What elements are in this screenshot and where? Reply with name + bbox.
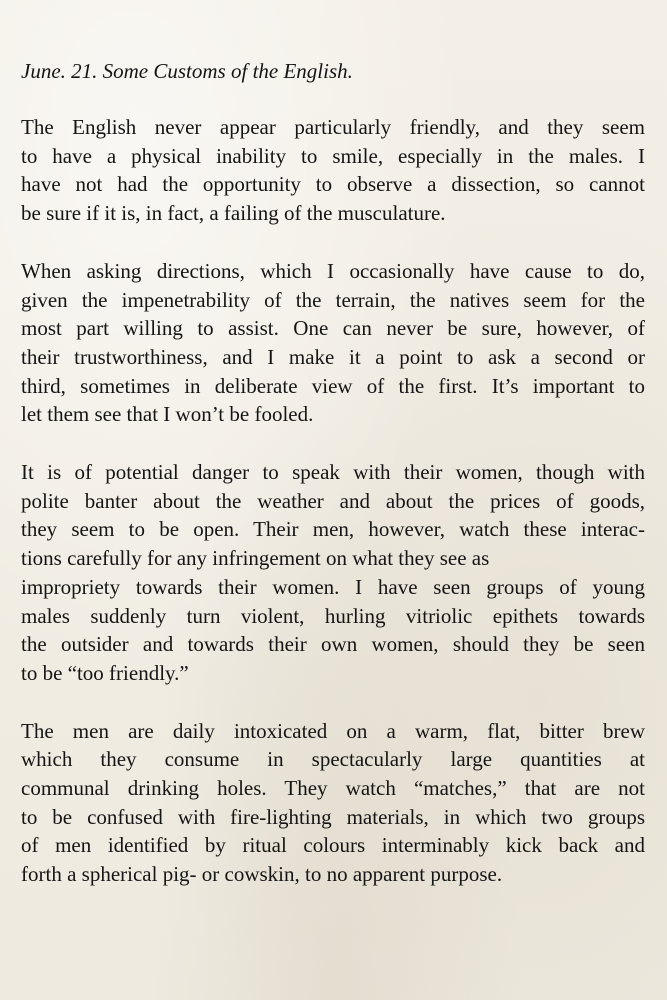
text-line: of men identified by ritual colours interminably kick back and [21,833,645,858]
journal-page [21,57,645,918]
text-line: males suddenly turn violent, hurling vitriolic epithets towards [21,603,645,628]
paragraph-women [21,458,645,688]
text-line: forth a spherical pig- or cowskin, to no apparent purpose. [21,862,503,887]
text-line: have not had the opportunity to observe a dissection, so cannot [21,172,645,197]
paragraph-matches [21,717,645,889]
paragraph-directions [21,257,645,429]
text-line: to be “too friendly.” [21,660,189,685]
text-line: When asking directions, which I occasionally have cause to do, [21,258,645,283]
text-line: third, sometimes in deliberate view of the first. It’s important to [21,373,645,398]
text-line: let them see that I won’t be fooled. [21,402,314,427]
text-line: which they consume in spectacularly large quantities at [21,747,645,772]
entry-title: June. 21. Some Customs of the English. [21,59,353,83]
text-line: be sure if it is, in fact, a failing of the musculature. [21,201,446,226]
text-line: communal drinking holes. They watch “matches,” that are not [21,776,645,801]
text-line: The men are daily intoxicated on a warm, flat, bitter brew [21,718,645,743]
text-line: polite banter about the weather and about the prices of goods, [21,488,645,513]
text-line: The English never appear particularly friendly, and they seem [21,115,645,139]
text-line: to be confused with fire-lighting materials, in which two groups [21,804,645,829]
text-line: It is of potential danger to speak with their women, though with [21,460,645,485]
text-line: the outsider and towards their own women, should they be seen [21,632,645,657]
text-line: tions carefully for any infringement on what they see as [21,546,490,571]
text-line: given the impenetrability of the terrain, the natives seem for the [21,287,645,312]
paragraph-smile [21,113,645,228]
text-line: most part willing to assist. One can never be sure, however, of [21,316,645,341]
text-line: to have a physical inability to smile, especially in the males. I [21,143,645,168]
text-line: they seem to be open. Their men, however, watch these interac- [21,517,645,542]
text-line: their trustworthiness, and I make it a point to ask a second or [21,344,645,369]
text-line: impropriety towards their women. I have seen groups of young [21,574,645,599]
